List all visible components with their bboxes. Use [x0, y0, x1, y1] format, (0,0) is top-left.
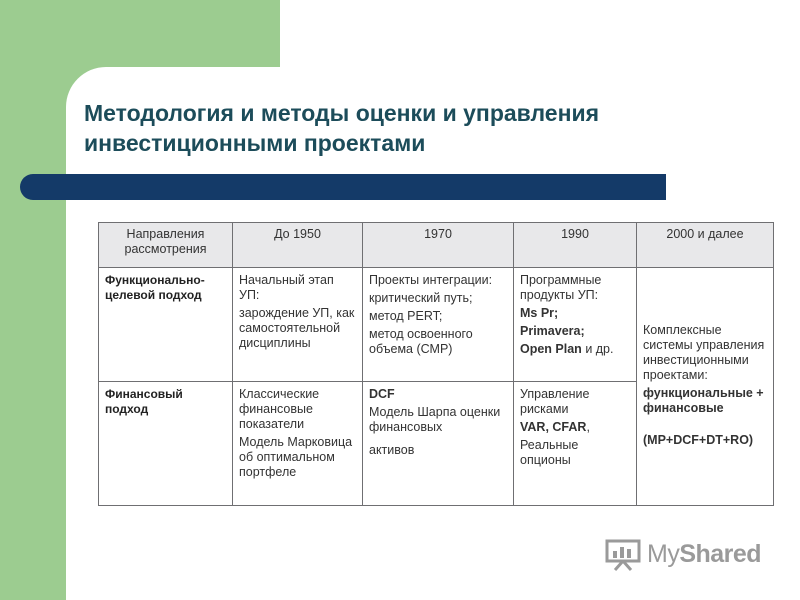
cell-text: метод PERT;: [369, 309, 443, 323]
watermark-text-part2: Shared: [679, 539, 762, 568]
table-header-row: [99, 223, 774, 268]
cell-text-bold: DCF: [369, 386, 395, 401]
cell-text-bold: (МР+DCF+DT+RO): [643, 432, 754, 447]
watermark-text-part1: My: [647, 539, 680, 568]
cell-text-bold: VAR, CFAR: [520, 419, 587, 434]
header-2000: 2000 и далее: [637, 223, 774, 268]
cell-text-bold: Ms Pr;: [520, 306, 559, 320]
cell-text: критический путь;: [369, 291, 473, 305]
cell-text: Классические финансовые показатели: [239, 386, 320, 431]
background-green-left: [0, 0, 66, 600]
cell-functional-1970: [363, 268, 514, 382]
header-direction: Направления рассмотрения: [99, 223, 233, 268]
spacer: [643, 419, 767, 433]
cell-text: Комплексные системы управления инвестиционными проектами:: [643, 322, 765, 382]
slide-title-line-2: инвестиционными проектами: [84, 130, 426, 156]
cell-text: ,: [586, 419, 590, 434]
cell-text: Проекты интеграции:: [369, 273, 493, 287]
methodology-table: [98, 222, 774, 506]
cell-text-bold: функциональные + финансовые: [643, 385, 764, 415]
cell-text-line: [520, 420, 630, 435]
slide-title: [84, 98, 764, 158]
cell-text: Модель Шарпа оценки финансовых: [369, 404, 501, 434]
cell-text: Модель Марковица об оптимальном портфеле: [239, 434, 353, 479]
cell-text: зарождение УП, как самостоятельной дисциплины: [239, 306, 355, 350]
header-1990: 1990: [514, 223, 637, 268]
cell-text-bold: Primavera;: [520, 324, 585, 338]
cell-text: Реальные опционы: [520, 437, 579, 467]
header-1950: До 1950: [233, 223, 363, 268]
cell-text-bold: Open Plan: [520, 342, 582, 356]
cell-text: активов: [369, 442, 415, 457]
slide-title-line-1: Методология и методы оценки и управления: [84, 100, 600, 126]
header-1970: 1970: [363, 223, 514, 268]
cell-text: Управление рисками: [520, 386, 590, 416]
cell-functional-1990: [514, 268, 637, 382]
cell-financial-1950: [233, 381, 363, 505]
cell-direction-financial: Финансовый подход: [99, 381, 233, 505]
cell-2000-merged: [637, 268, 774, 506]
cell-text-line: [520, 342, 630, 357]
cell-direction-functional: Функционально-целевой подход: [99, 268, 233, 382]
cell-text: Начальный этап УП:: [239, 273, 334, 302]
cell-text: Программные продукты УП:: [520, 273, 602, 302]
table-row-functional: [99, 268, 774, 382]
cell-functional-1950: [233, 268, 363, 382]
myshared-watermark: [605, 536, 775, 572]
cell-financial-1990: [514, 381, 637, 505]
watermark-text: [647, 540, 761, 569]
cell-text: и др.: [585, 342, 614, 356]
title-underline-bar: [20, 174, 666, 200]
cell-text: метод освоенного объема (СМР): [369, 327, 473, 356]
cell-financial-1970: [363, 381, 514, 505]
presentation-board-icon: [605, 537, 641, 571]
